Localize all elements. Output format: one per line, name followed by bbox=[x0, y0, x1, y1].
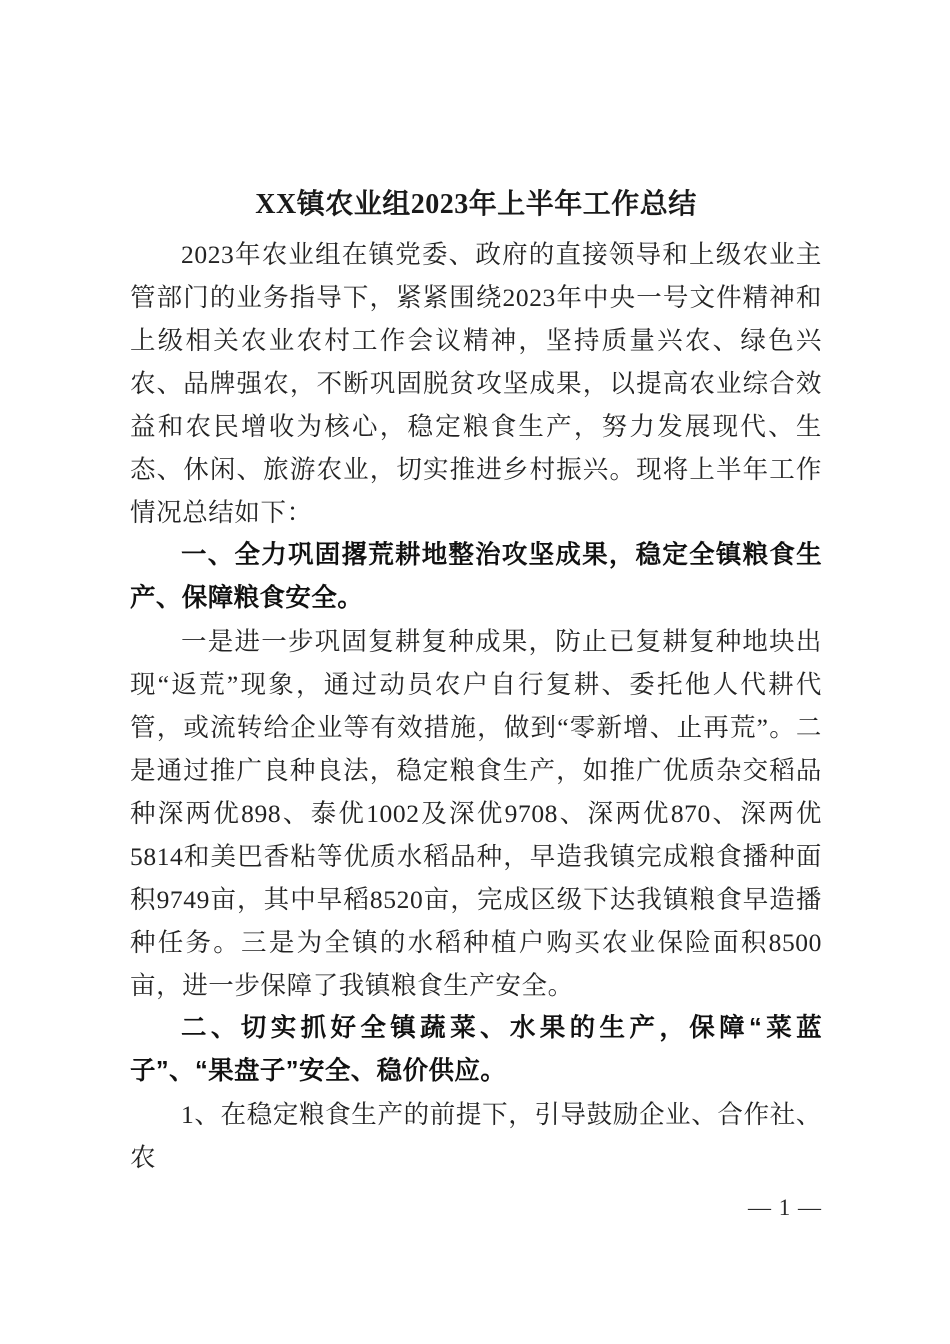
page-title: XX镇农业组2023年上半年工作总结 bbox=[255, 189, 697, 220]
section-two-item-one: 1、在稳定粮食生产的前提下，引导鼓励企业、合作社、农 bbox=[130, 1100, 822, 1172]
section-heading-one: 一、全力巩固撂荒耕地整治攻坚成果，稳定全镇粮食生产、保障粮食安全。 bbox=[130, 541, 822, 612]
section-heading-two: 二、切实抓好全镇蔬菜、水果的生产，保障“菜蓝子”、“果盘子”安全、稳价供应。 bbox=[130, 1014, 822, 1085]
page-number-footer: — 1 — bbox=[748, 1195, 822, 1220]
intro-paragraph: 2023年农业组在镇党委、政府的直接领导和上级农业主管部门的业务指导下，紧紧围绕2023年中央一号文件精神和上级相关农业农村工作会议精神，坚持质量兴农、绿色兴农、品牌强农，不断巩固脱贫攻坚成果，以提高农业综合效益和农民增收为核心，稳定粮食生产，努力发展现代、生态、休闲、旅游农业，切实推进乡村振兴。现将上半年工作情况总结如下： bbox=[130, 240, 822, 527]
document-content bbox=[130, 185, 822, 1179]
section-one-paragraph: 一是进一步巩固复耕复种成果，防止已复耕复种地块出现“返荒”现象，通过动员农户自行复耕、委托他人代耕代管，或流转给企业等有效措施，做到“零新增、止再荒”。二是通过推广良种良法，稳定粮食生产，如推广优质杂交稻品种深两优898、泰优1002及深优9708、深两优870、深两优5814和美巴香粘等优质水稻品种，早造我镇完成粮食播种面积9749亩，其中早稻8520亩，完成区级下达我镇粮食早造播种任务。三是为全镇的水稻种植户购买农业保险面积8500亩，进一步保障了我镇粮食生产安全。 bbox=[130, 627, 822, 1000]
